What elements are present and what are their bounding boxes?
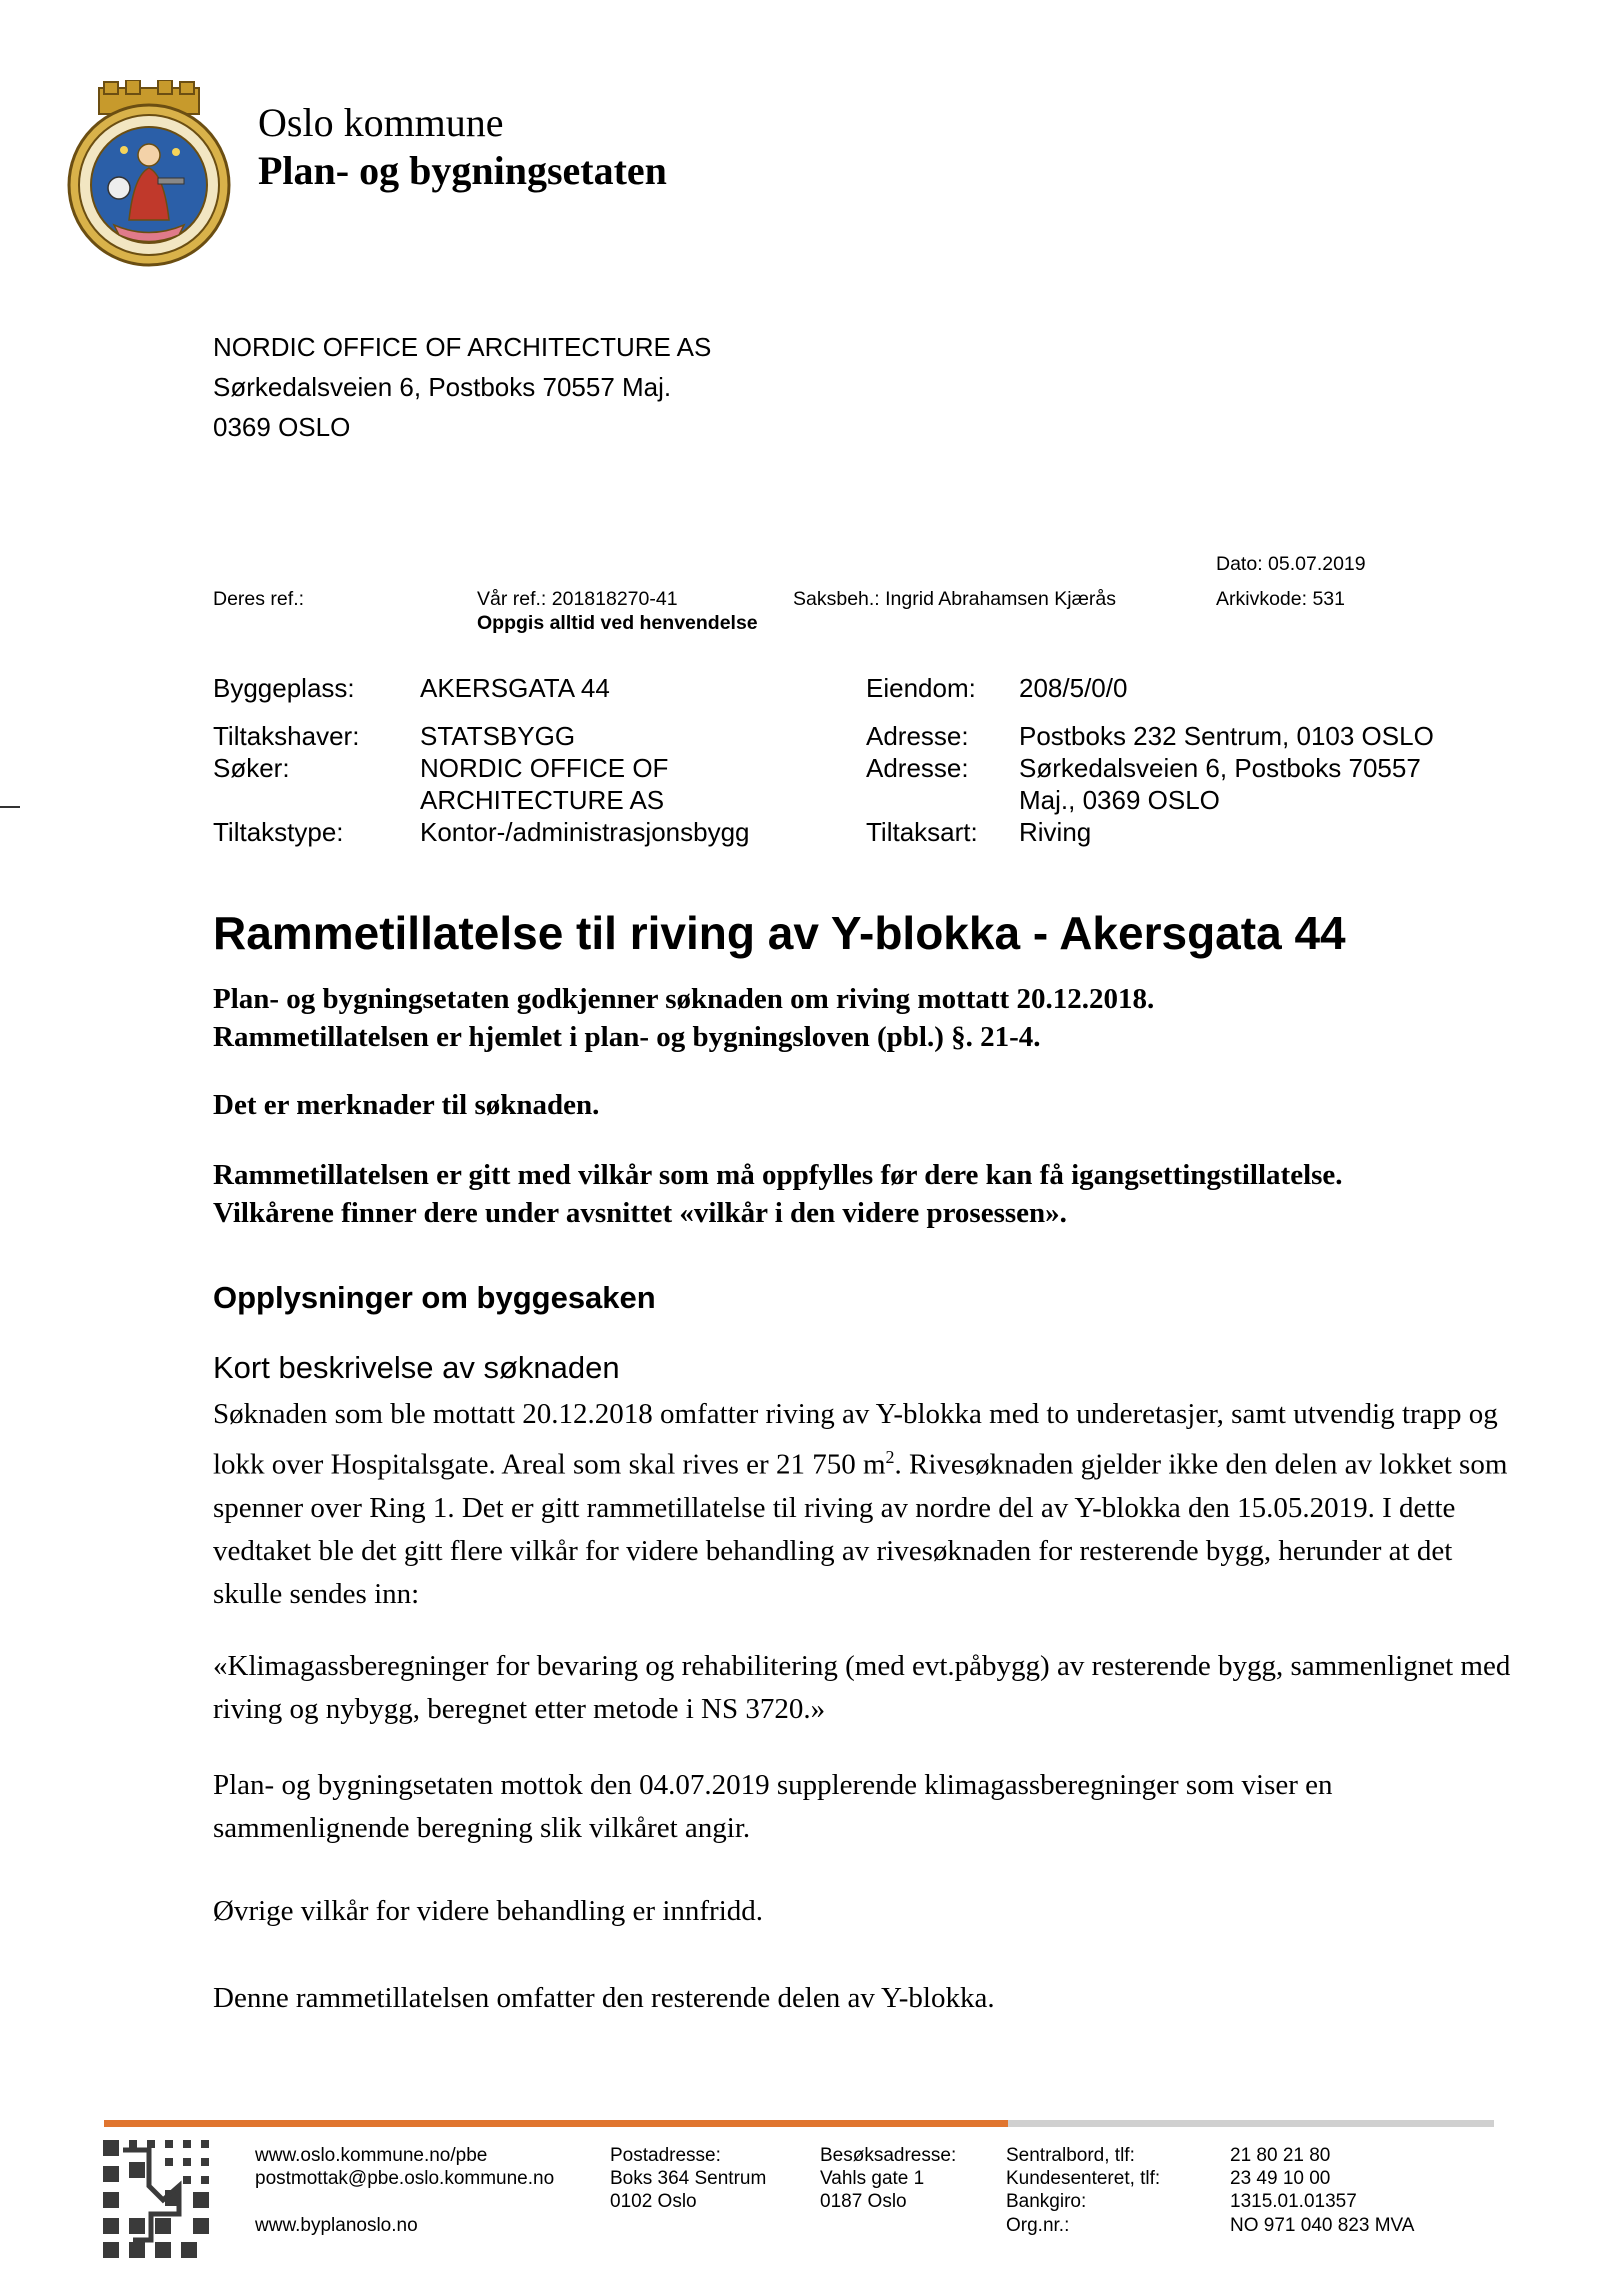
footer-email-link[interactable]: postmottak@pbe.oslo.kommune.no — [255, 2168, 555, 2189]
tiltaksart-value: Riving — [1019, 817, 1092, 847]
var-ref: Vår ref.: 201818270-41 — [477, 588, 678, 610]
adresse2-value-line2: Maj., 0369 OSLO — [1019, 785, 1220, 815]
footer-bankgiro-label: Bankgiro: — [1006, 2191, 1087, 2212]
footer-kundesenter-value: 23 49 10 00 — [1230, 2168, 1331, 2189]
footer-post-line2: 0102 Oslo — [610, 2191, 697, 2212]
tiltakstype-value: Kontor-/administrasjonsbygg — [420, 817, 750, 847]
document-title: Rammetillatelse til riving av Y-blokka - Akersgata 44 — [213, 907, 1346, 959]
footer-orgnr-value: NO 971 040 823 MVA — [1230, 2215, 1415, 2236]
eiendom-value: 208/5/0/0 — [1019, 673, 1128, 703]
soker-value-line2: ARCHITECTURE AS — [420, 785, 665, 815]
body-paragraph-1-part-a: Søknaden som ble mottatt 20.12.2018 omfatter riving av Y-blokka med to underetasjer, samt utvendig trapp og lokk over Hospitalsgate. Areal som skal rives er 21 750 m — [213, 1398, 1498, 1481]
byggeplass-label: Byggeplass: — [213, 673, 355, 703]
adresse2-label: Adresse: — [866, 753, 969, 783]
body-paragraph-5: Denne rammetillatelsen omfatter den resterende delen av Y-blokka. — [213, 1982, 995, 2014]
footer-orgnr-label: Org.nr.: — [1006, 2215, 1070, 2236]
var-ref-note: Oppgis alltid ved henvendelse — [477, 612, 758, 634]
byggeplass-value: AKERSGATA 44 — [420, 673, 610, 703]
deres-ref: Deres ref.: — [213, 588, 305, 610]
footer-post-line1: Boks 364 Sentrum — [610, 2168, 767, 2189]
recipient-address: Sørkedalsveien 6, Postboks 70557 Maj. — [213, 372, 672, 402]
recipient-postal: 0369 OSLO — [213, 412, 351, 442]
lead-line-1: Plan- og bygningsetaten godkjenner søknaden om riving mottatt 20.12.2018. — [213, 983, 1155, 1015]
oslo-city-seal-icon — [64, 80, 234, 270]
adresse1-label: Adresse: — [866, 721, 969, 751]
eiendom-label: Eiendom: — [866, 673, 976, 703]
body-paragraph-3: Plan- og bygningsetaten mottok den 04.07.2019 supplerende klimagassberegninger som viser en sammenlignende beregning slik vilkåret angir. — [213, 1769, 1333, 1844]
footer-post-label: Postadresse: — [610, 2145, 721, 2166]
soker-value-line1: NORDIC OFFICE OF — [420, 753, 669, 783]
tiltaksart-label: Tiltaksart: — [866, 817, 978, 847]
body-paragraph-1 — [213, 1393, 1513, 1616]
body-paragraph-1-part-b: . Rivesøknaden gjelder ikke den delen av lokket som spenner over Ring 1. Det er gitt rammetillatelse til riving av nordre del av Y-blokka den 15.05.2019. I dette vedtaket ble det gitt flere vilkår for videre behandling av rivesøknaden for resterende bygg, herunder at det skulle sendes inn: — [213, 1448, 1508, 1610]
footer-bankgiro-value: 1315.01.01357 — [1230, 2191, 1357, 2212]
footer-sentralbord-label: Sentralbord, tlf: — [1006, 2145, 1135, 2166]
footer-visit-line1: Vahls gate 1 — [820, 2168, 925, 2189]
body-paragraph-4: Øvrige vilkår for videre behandling er innfridd. — [213, 1895, 764, 1927]
footer-divider — [104, 2120, 1494, 2127]
margin-mark — [0, 806, 20, 808]
footer-kundesenter-label: Kundesenteret, tlf: — [1006, 2168, 1161, 2189]
area-unit-superscript: 2 — [885, 1447, 895, 1467]
sub-heading: Kort beskrivelse av søknaden — [213, 1350, 620, 1385]
adresse1-value: Postboks 232 Sentrum, 0103 OSLO — [1019, 721, 1434, 751]
org-name: Oslo kommune — [258, 100, 504, 145]
adresse2-value-line1: Sørkedalsveien 6, Postboks 70557 — [1019, 753, 1421, 783]
arkivkode: Arkivkode: 531 — [1216, 588, 1345, 610]
recipient-name: NORDIC OFFICE OF ARCHITECTURE AS — [213, 332, 712, 362]
soker-label: Søker: — [213, 753, 290, 783]
tiltakshaver-label: Tiltakshaver: — [213, 721, 360, 751]
merknader-note: Det er merknader til søknaden. — [213, 1089, 600, 1121]
dept-name: Plan- og bygningsetaten — [258, 148, 667, 193]
pbe-logo-icon — [103, 2140, 221, 2258]
tiltakstype-label: Tiltakstype: — [213, 817, 344, 847]
footer-sentralbord-value: 21 80 21 80 — [1230, 2145, 1331, 2166]
date: Dato: 05.07.2019 — [1216, 553, 1366, 575]
tiltakshaver-value: STATSBYGG — [420, 721, 576, 751]
vilkar-line-2: Vilkårene finner dere under avsnittet «vilkår i den videre prosessen». — [213, 1197, 1067, 1229]
vilkar-line-1: Rammetillatelsen er gitt med vilkår som må oppfylles før dere kan få igangsettingstillatelse. — [213, 1159, 1343, 1191]
saksbehandler: Saksbeh.: Ingrid Abrahamsen Kjærås — [793, 588, 1117, 610]
footer-web2-link[interactable]: www.byplanoslo.no — [255, 2215, 418, 2236]
footer-visit-label: Besøksadresse: — [820, 2145, 957, 2166]
section-heading: Opplysninger om byggesaken — [213, 1280, 656, 1315]
footer-visit-line2: 0187 Oslo — [820, 2191, 907, 2212]
footer-web-link[interactable]: www.oslo.kommune.no/pbe — [255, 2145, 488, 2166]
lead-line-2: Rammetillatelsen er hjemlet i plan- og bygningsloven (pbl.) §. 21-4. — [213, 1021, 1041, 1053]
body-paragraph-2: «Klimagassberegninger for bevaring og rehabilitering (med evt.påbygg) av resterende bygg, sammenlignet med riving og nybygg, beregnet etter metode i NS 3720.» — [213, 1650, 1511, 1725]
